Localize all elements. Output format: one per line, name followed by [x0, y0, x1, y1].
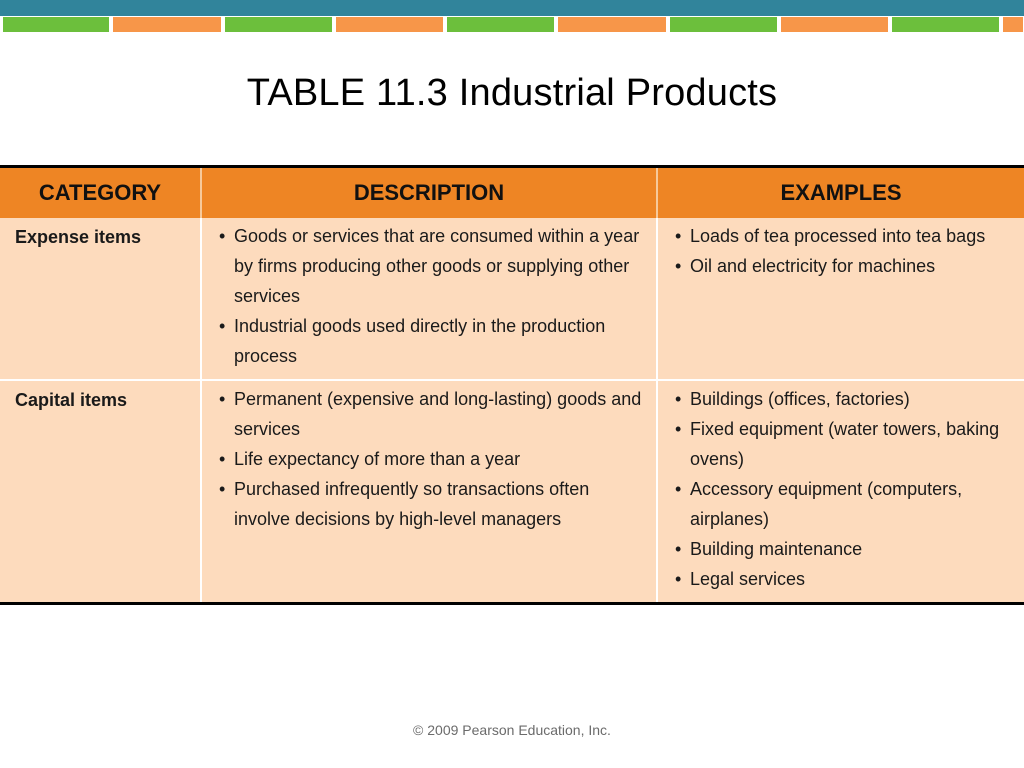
description-bullet: • Life expectancy of more than a year	[218, 444, 642, 474]
stripe-green	[670, 17, 777, 32]
example-bullet: • Loads of tea processed into tea bags	[674, 221, 1010, 251]
example-bullet: • Oil and electricity for machines	[674, 251, 1010, 281]
stripe-green	[225, 17, 332, 32]
stripe-orange	[1003, 17, 1023, 32]
example-bullet: • Legal services	[674, 564, 1010, 594]
stripe-green	[892, 17, 999, 32]
header-description: DESCRIPTION	[201, 167, 657, 219]
category-cell: Capital items	[0, 380, 201, 604]
description-bullet: • Permanent (expensive and long-lasting) goods and services	[218, 384, 642, 444]
header-category: CATEGORY	[0, 167, 201, 219]
examples-cell	[657, 380, 1024, 604]
description-bullet: • Goods or services that are consumed within a year by firms producing other goods or supplying other services	[218, 221, 642, 311]
category-cell: Expense items	[0, 218, 201, 380]
stripe-orange	[781, 17, 888, 32]
decorative-stripes	[0, 17, 1024, 33]
stripe-orange	[558, 17, 666, 32]
stripe-green	[3, 17, 109, 32]
examples-list	[674, 221, 1010, 281]
example-bullet: • Buildings (offices, factories)	[674, 384, 1010, 414]
description-cell	[201, 380, 657, 604]
table-row-capital-items	[0, 380, 1024, 604]
example-bullet: • Accessory equipment (computers, airplanes)	[674, 474, 1010, 534]
slide-title: TABLE 11.3 Industrial Products	[246, 72, 778, 114]
copyright-footer: © 2009 Pearson Education, Inc.	[413, 722, 611, 738]
examples-cell	[657, 218, 1024, 380]
examples-list	[674, 384, 1010, 594]
description-list	[218, 384, 642, 534]
stripe-green	[447, 17, 554, 32]
stripe-orange	[336, 17, 443, 32]
description-bullet: • Industrial goods used directly in the production process	[218, 311, 642, 371]
table-row-expense-items	[0, 218, 1024, 380]
example-bullet: • Fixed equipment (water towers, baking ovens)	[674, 414, 1010, 474]
description-cell	[201, 218, 657, 380]
header-examples: EXAMPLES	[657, 167, 1024, 219]
table-header-row	[0, 167, 1024, 219]
example-bullet: • Building maintenance	[674, 534, 1010, 564]
description-list	[218, 221, 642, 371]
description-bullet: • Purchased infrequently so transactions often involve decisions by high-level managers	[218, 474, 642, 534]
stripe-orange	[113, 17, 221, 32]
top-accent-bar	[0, 0, 1024, 16]
industrial-products-table	[0, 165, 1024, 605]
